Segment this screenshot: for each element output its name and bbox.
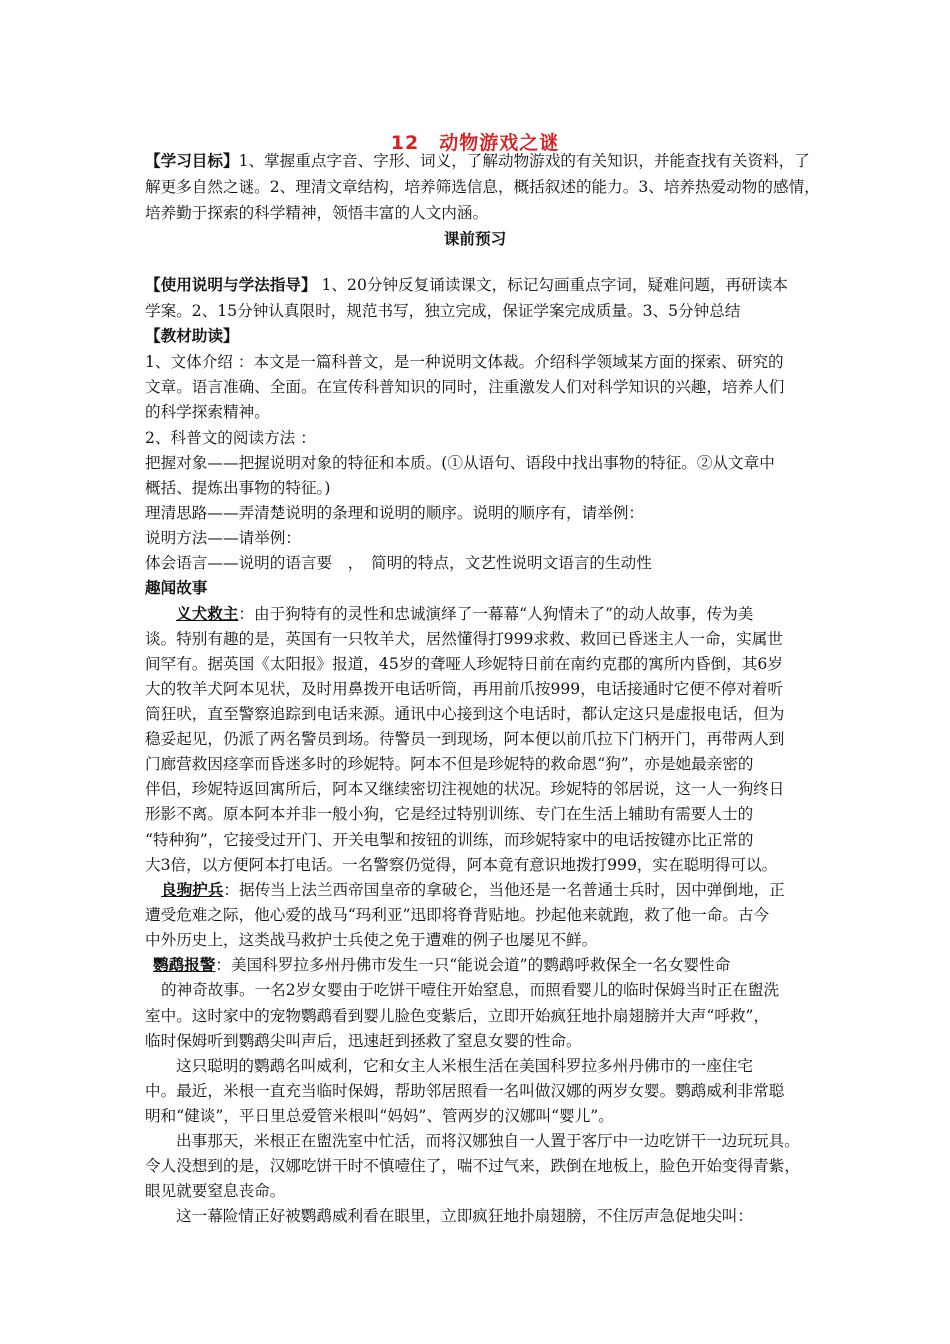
paragraph-line: 令人没想到的是，汉娜吃饼干时不慎噎住了，喘不过气来，跌倒在地板上，脸色开始变得青紫，	[145, 1157, 800, 1175]
textbook-line: 1、文体介绍 ：本文是一篇科普文，是一种说明文体裁。介绍科学领域某方面的探索、研究的	[145, 353, 784, 371]
story-line: 中外历史上，这类战马救护士兵使之免于遭难的例子也屡见不鲜。	[145, 931, 598, 949]
textbook-line: 2、科普文的阅读方法 ：	[145, 429, 316, 447]
story-line: 遭受危难之际，他心爱的战马“玛利亚”迅即将脊背贴地。抄起他来就跑，救了他一命。古今	[145, 906, 770, 924]
story-line: 大3倍，以方便阿本打电话。一名警察仍觉得，阿本竟有意识地拨打999，实在聪明得可以。	[145, 856, 778, 874]
story-title: 鹦鹉报警	[153, 956, 216, 974]
textbook-line: 文章。语言准确、全面。在宣传科普知识的同时，注重激发人们对科学知识的兴趣，培养人们	[145, 378, 785, 396]
story-title: 良驹护兵	[161, 881, 224, 899]
stories-heading: 趣闻故事	[145, 579, 208, 597]
preview-heading: 课前预习	[443, 230, 507, 248]
story-line: 形影不离。原本阿本并非一般小狗，它是经过特别训练、专门在生活上辅助有需要人士的	[145, 805, 754, 823]
story-line: 临时保姆听到鹦鹉尖叫声后，迅速赶到拯救了窒息女婴的性命。	[145, 1032, 582, 1050]
textbook-line: 体会语言——说明的语言要 ， 简明的特点，文艺性说明文语言的生动性	[145, 554, 652, 572]
usage-line: 学案。2、15分钟认真限时，规范书写，独立完成，保证学案完成质量。3、5分钟总结	[145, 302, 741, 320]
textbook-line: 理清思路——弄清楚说明的条理和说明的顺序。说明的顺序有，请举例：	[145, 504, 645, 522]
paragraph-line: 这一幕险情正好被鹦鹉威利看在眼里，立即疯狂地扑扇翅膀，不住厉声急促地尖叫：	[176, 1207, 753, 1225]
textbook-line: 说明方法——请举例：	[145, 529, 301, 547]
story-line: 谈。特别有趣的是，英国有一只牧羊犬，居然懂得打999求救、救回已昏迷主人一命，实属世	[145, 630, 783, 648]
paragraph-line: 这只聪明的鹦鹉名叫威利，它和女主人米根生活在美国科罗拉多州丹佛市的一座住宅	[176, 1057, 753, 1075]
textbook-line: 的科学探索精神。	[145, 403, 270, 421]
story-line: 大的牧羊犬阿本见状，及时用鼻拨开电话听筒，再用前爪按999，电话接通时它便不停对着听	[145, 680, 783, 698]
usage-line: 【使用说明与学法指导】 1、20分钟反复诵读课文，标记勾画重点字词，疑难问题，再研读本	[145, 276, 788, 294]
story-line: 门廊营救因痉挛而昏迷多时的珍妮特。阿本不但是珍妮特的救命恩“狗”，亦是她最亲密的	[145, 755, 754, 773]
story-line: 稳妥起见，仍派了两名警员到场。待警员一到现场，阿本便以前爪拉下门柄开门，再带两人到	[145, 730, 785, 748]
story-line: 筒狂吠，直至警察追踪到电话来源。通讯中心接到这个电话时，都认定这只是虚报电话，但为	[145, 705, 785, 723]
objectives-label: 【学习目标】	[145, 152, 239, 170]
story-line: 间罕有。据英国《太阳报》报道，45岁的聋哑人珍妮特日前在南约克郡的寓所内昏倒，其6岁	[145, 655, 783, 673]
story-line: 伴侣，珍妮特返回寓所后，阿本又继续密切注视她的状况。珍妮特的邻居说，这一人一狗终日	[145, 780, 785, 798]
paragraph-line: 中。最近，米根一直充当临时保姆，帮助邻居照看一名叫做汉娜的两岁女婴。鹦鹉威利非常聪	[145, 1082, 785, 1100]
story-title: 义犬救主	[176, 605, 239, 623]
textbook-line: 把握对象——把握说明对象的特征和本质。(①从语句、语段中找出事物的特征。②从文章中	[145, 454, 775, 472]
paragraph-line: 出事那天，米根正在盥洗室中忙活，而将汉娜独自一人置于客厅中一边吃饼干一边玩玩具。	[176, 1132, 800, 1150]
page-title: 12 动物游戏之谜	[390, 132, 560, 154]
story-line: 室中。这时家中的宠物鹦鹉看到婴儿脸色变紫后，立即开始疯狂地扑扇翅膀并大声“呼救”，	[145, 1007, 770, 1025]
textbook-heading: 【教材助读】	[145, 327, 239, 345]
paragraph-line: 眼见就要窒息丧命。	[145, 1182, 286, 1200]
objectives-line: 解更多自然之谜。2、理清文章结构，培养筛选信息，概括叙述的能力。3、培养热爱动物的感情，	[145, 178, 820, 196]
story-line: 鹦鹉报警：美国科罗拉多州丹佛市发生一只“能说会道”的鹦鹉呼救保全一名女婴性命	[153, 956, 731, 974]
objectives-line: 【学习目标】1、掌握重点字音、字形、词义，了解动物游戏的有关知识，并能查找有关资料，了	[145, 152, 810, 170]
story-line: 义犬救主：由于狗特有的灵性和忠诚演绎了一幕幕“人狗情未了”的动人故事，传为美	[176, 605, 754, 623]
story-line: “特种狗”，它接受过开门、开关电掣和按钮的训练，而珍妮特家中的电话按键亦比正常的	[145, 831, 754, 849]
paragraph-line: 明和“健谈”，平日里总爱管米根叫“妈妈”、管两岁的汉娜叫“婴儿”。	[145, 1107, 614, 1125]
objectives-line: 培养勤于探索的科学精神，领悟丰富的人文内涵。	[145, 204, 489, 222]
usage-label: 【使用说明与学法指导】	[145, 276, 317, 294]
textbook-line: 概括、提炼出事物的特征。)	[145, 479, 331, 497]
story-line: 的神奇故事。一名2岁女婴由于吃饼干噎住开始窒息，而照看婴儿的临时保姆当时正在盥洗	[161, 981, 780, 999]
story-line: 良驹护兵：据传当上法兰西帝国皇帝的拿破仑，当他还是一名普通士兵时，因中弹倒地，正	[161, 881, 785, 899]
